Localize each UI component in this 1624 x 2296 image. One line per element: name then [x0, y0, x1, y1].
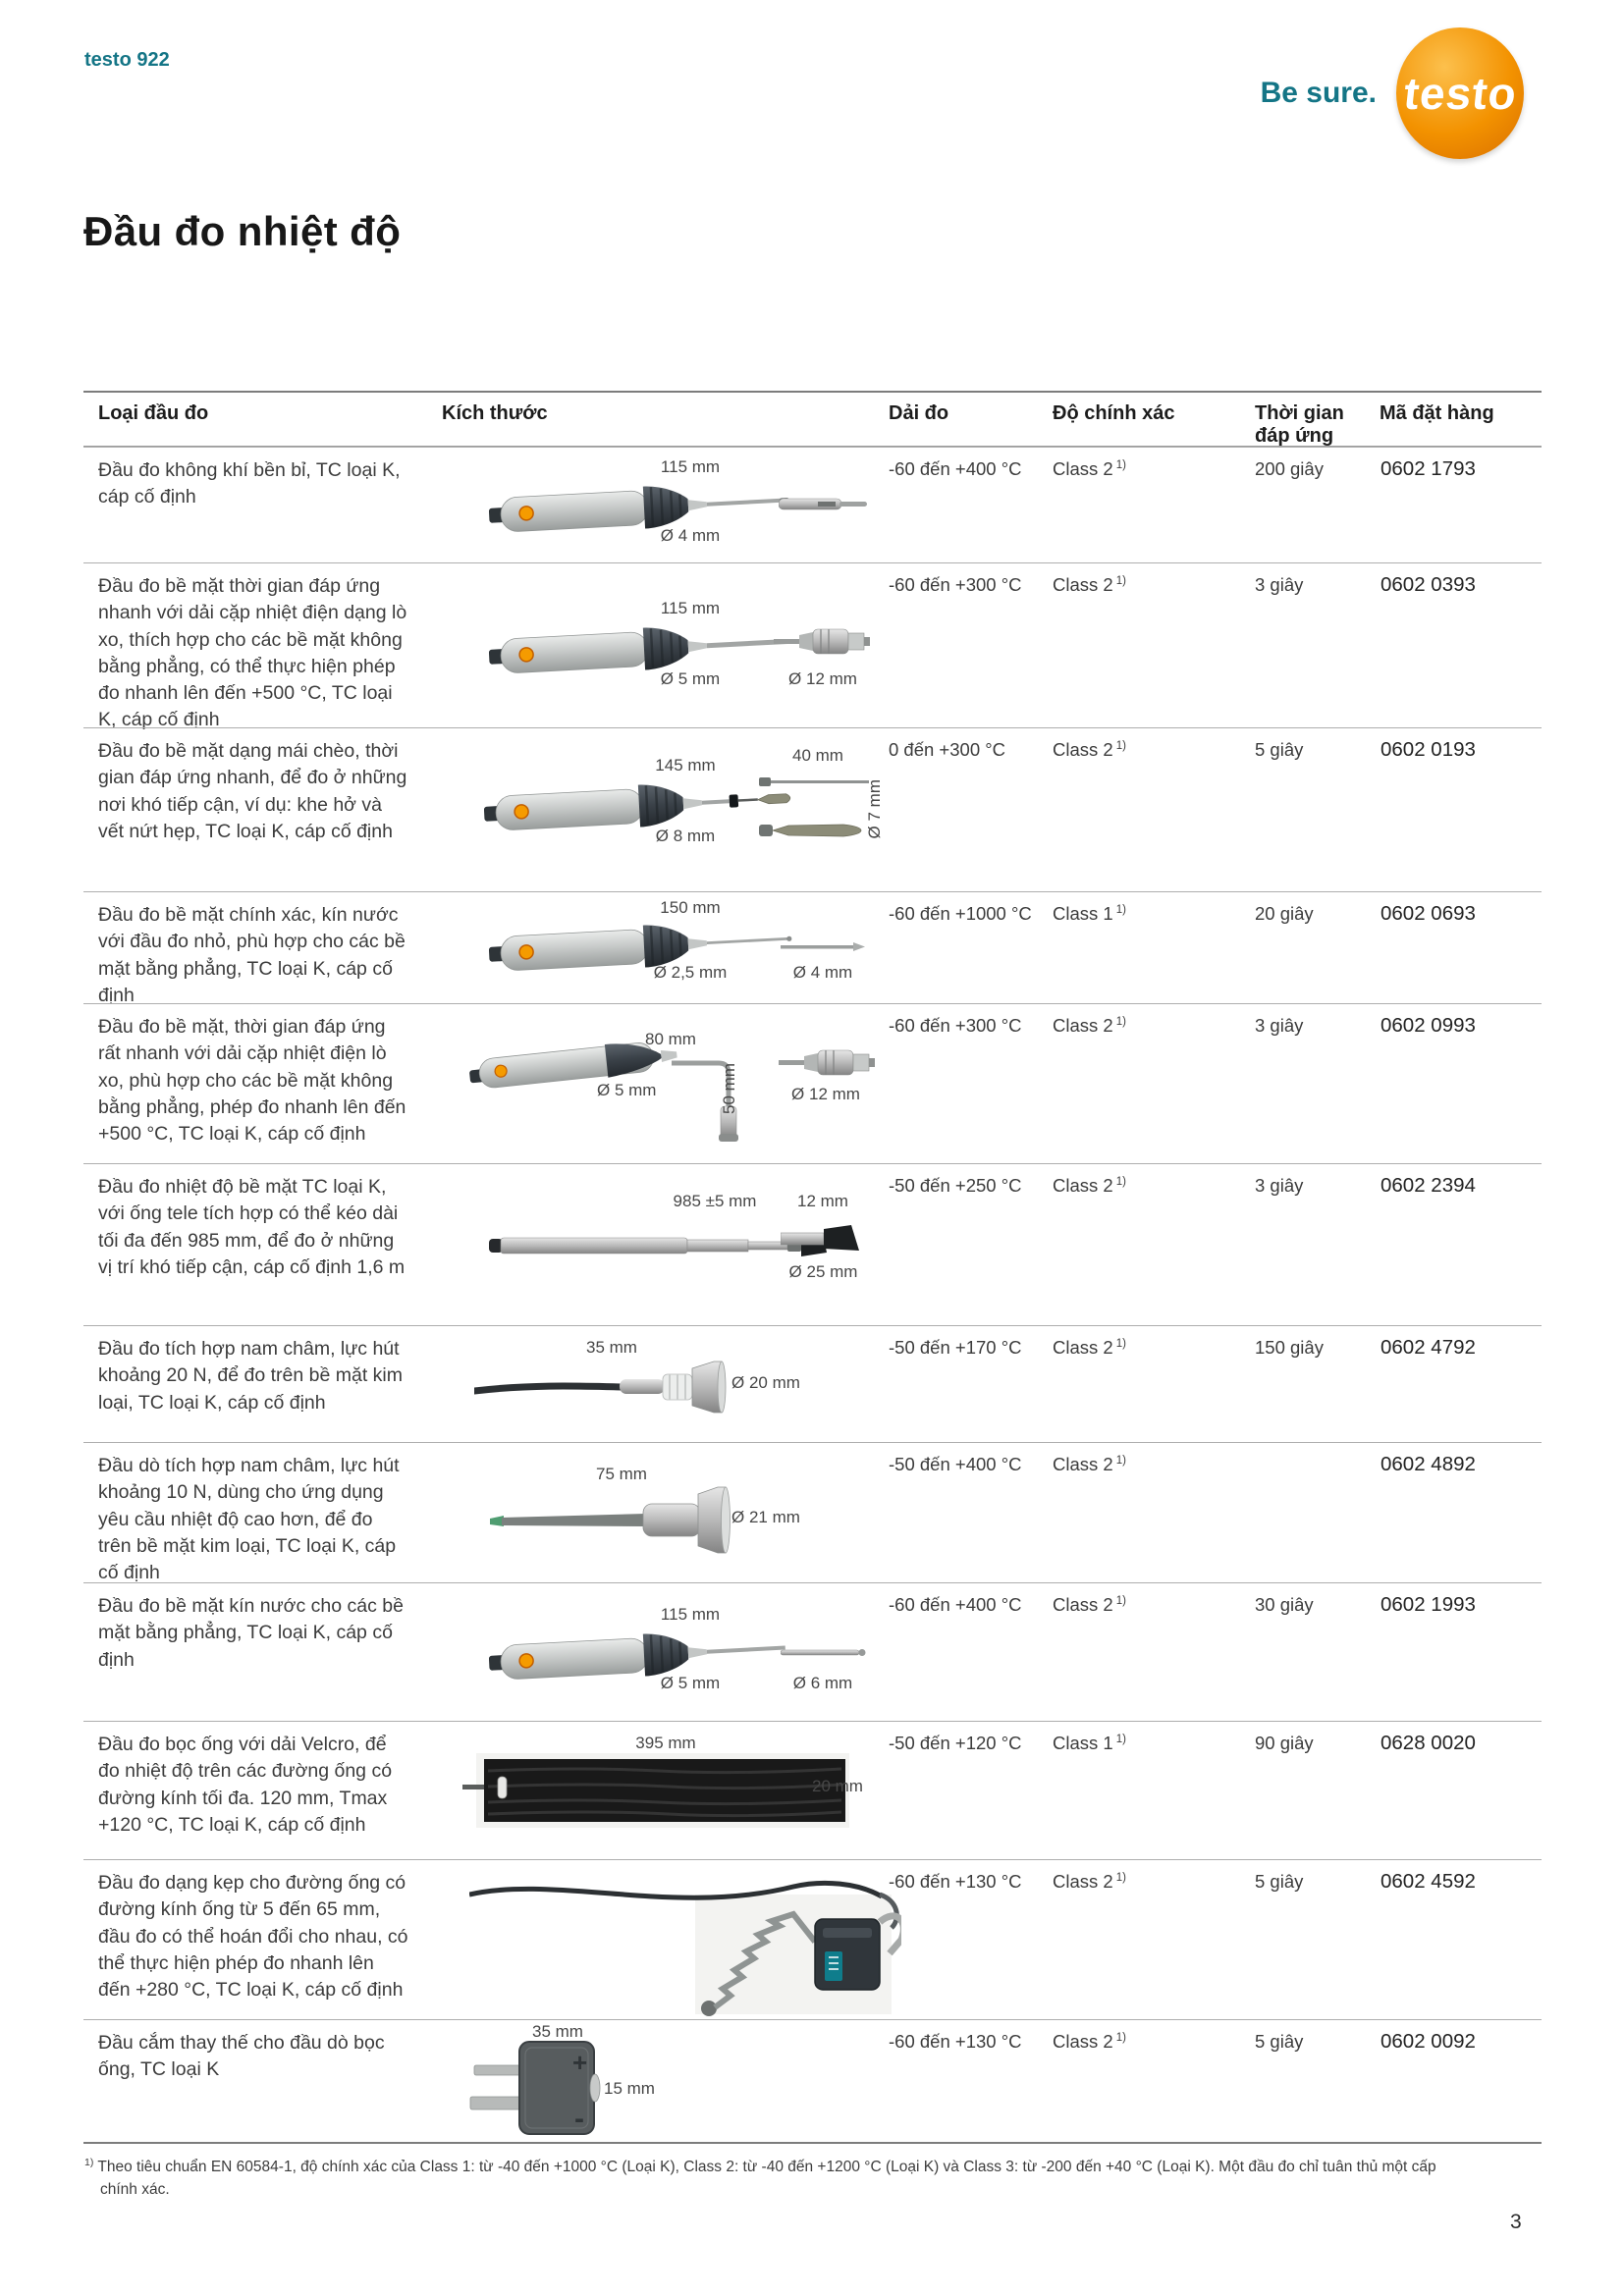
response-time: 5 giây: [1255, 739, 1304, 760]
measuring-range: -50 đến +170 °C: [889, 1337, 1022, 1358]
dim-side-length-label: 40 mm: [792, 746, 843, 765]
accuracy-value: Class 2: [1053, 1175, 1113, 1196]
probe-head-image: [781, 1223, 869, 1255]
dim-length-label: 395 mm: [635, 1734, 696, 1752]
accuracy-value: Class 2: [1053, 458, 1113, 479]
accuracy-value: Class 2: [1053, 1337, 1113, 1358]
order-code: 0602 4592: [1380, 1870, 1476, 1893]
dim-width-label: 20 mm: [812, 1777, 863, 1795]
accuracy-class: [1048, 1004, 1250, 1163]
connector-image: [774, 624, 872, 660]
connector-image: [779, 1045, 877, 1081]
accuracy-class: [1048, 1443, 1250, 1586]
probe-description: Đầu cắm thay thế cho đầu dò bọc ống, TC loại K: [98, 2032, 385, 2081]
probe-dimensions: [435, 728, 884, 891]
page-title: Đầu đo nhiệt độ: [83, 208, 402, 254]
accuracy-value: Class 1: [1053, 903, 1113, 924]
dim-length-label: 115 mm: [660, 599, 721, 617]
high-temp-magnet-probe-image: [474, 1477, 769, 1566]
order-code: 0602 0993: [1380, 1014, 1476, 1037]
response-time: 20 giây: [1255, 903, 1314, 924]
table-row: [83, 1582, 1542, 1721]
velcro-pipe-probe-image: [462, 1753, 861, 1832]
response-time: 5 giây: [1255, 1871, 1304, 1892]
table-row: [83, 1721, 1542, 1859]
order-code: 0602 0393: [1380, 573, 1476, 596]
order-code: 0628 0020: [1380, 1732, 1476, 1754]
footnote-ref: 1): [1115, 1733, 1126, 1745]
accuracy-class: [1048, 1164, 1250, 1325]
accuracy-class: [1048, 1326, 1250, 1442]
table-row: [83, 1325, 1542, 1442]
dim-length-label: 115 mm: [660, 457, 721, 476]
response-time: [1250, 1443, 1375, 1586]
footnote-ref: 1): [1115, 1175, 1126, 1188]
accuracy-class: [1048, 1722, 1250, 1859]
dim-side-diameter-label: Ø 25 mm: [788, 1262, 858, 1281]
measuring-range: -60 đến +1000 °C: [889, 903, 1032, 924]
dim-length-label: 985 ±5 mm: [673, 1192, 757, 1210]
footnote-ref: 1): [1115, 1454, 1126, 1467]
pipe-clamp-probe-image: [469, 1865, 901, 2017]
probe-description: Đầu đo nhiệt độ bề mặt TC loại K, với ống tele tích hợp có thể kéo dài tối đa đến 985 mm, để đo ở những vị trí khó tiếp cận, cáp cố định 1,6 m: [98, 1176, 406, 1278]
order-code: 0602 0092: [1380, 2030, 1476, 2053]
dim-diameter-label: Ø 5 mm: [597, 1081, 657, 1099]
measuring-range: -60 đến +400 °C: [889, 1594, 1022, 1615]
dim-side-diameter-label: Ø 12 mm: [788, 669, 857, 688]
probe-description: Đầu đo bề mặt, thời gian đáp ứng rất nhanh với dải cặp nhiệt điện lò xo, phù hợp cho các bề mặt không bằng phẳng, phép đo nhanh lên đến +500 °C, TC loại K, cáp cố định: [98, 1016, 406, 1146]
probe-dimensions: [435, 892, 884, 1009]
accuracy-class: [1048, 2020, 1250, 2142]
col-header-response-time: Thời gian đáp ứng: [1255, 402, 1344, 447]
dim-side-length-label: 12 mm: [797, 1192, 848, 1210]
table-row: [83, 562, 1542, 731]
probe-dimensions: [435, 1164, 884, 1325]
accuracy-value: Class 2: [1053, 739, 1113, 760]
dim-diameter-label: Ø 4 mm: [660, 526, 721, 545]
accuracy-value: Class 2: [1053, 1594, 1113, 1615]
dim-length-label: 75 mm: [596, 1465, 647, 1483]
measuring-range: -50 đến +400 °C: [889, 1454, 1022, 1474]
footnote-marker: 1): [84, 2157, 94, 2168]
table-row: [83, 727, 1542, 891]
accuracy-class: [1048, 1860, 1250, 2019]
probe-dimensions: [435, 448, 884, 562]
table-row: [83, 891, 1542, 1006]
dim-length-label: 150 mm: [660, 898, 721, 917]
testo-logo: [1396, 27, 1524, 159]
brand-tagline: Be sure.: [1260, 77, 1377, 109]
accuracy-value: Class 2: [1053, 1454, 1113, 1474]
accuracy-class: [1048, 728, 1250, 891]
accuracy-value: Class 2: [1053, 1871, 1113, 1892]
order-code: 0602 4792: [1380, 1336, 1476, 1359]
table-row: [83, 1859, 1542, 2019]
dim-side-diameter-label: Ø 21 mm: [731, 1508, 800, 1526]
measuring-range: -50 đến +120 °C: [889, 1733, 1022, 1753]
probe-dimensions: [435, 1860, 884, 2019]
probe-dimensions: [435, 2020, 884, 2142]
probe-description: Đầu dò tích hợp nam châm, lực hút khoảng 10 N, dùng cho ứng dụng yêu cầu nhiệt độ cao hơn, để đo trên bề mặt kim loại, TC loại K, cáp cố định: [98, 1455, 400, 1584]
dim-length-label: 80 mm: [645, 1030, 696, 1048]
order-code: 0602 2394: [1380, 1174, 1476, 1197]
svg-text:-: -: [574, 2103, 584, 2135]
dim-length-label: 35 mm: [532, 2022, 583, 2041]
dim-length-label: 115 mm: [660, 1605, 721, 1624]
accuracy-value: Class 1: [1053, 1733, 1113, 1753]
footnote-ref: 1): [1115, 1015, 1126, 1028]
probe-description: Đầu đo không khí bền bỉ, TC loại K, cáp cố định: [98, 459, 401, 508]
measuring-range: -60 đến +300 °C: [889, 574, 1022, 595]
accuracy-class: [1048, 563, 1250, 734]
probe-tip-image: [779, 495, 869, 514]
response-time: 150 giây: [1255, 1337, 1324, 1358]
accuracy-class: [1048, 1583, 1250, 1721]
needle-tip-image: [759, 777, 872, 787]
probe-dimensions: [435, 563, 884, 734]
dim-side-diameter-label: Ø 7 mm: [865, 779, 884, 839]
accuracy-class: [1048, 448, 1250, 562]
measuring-range: -60 đến +300 °C: [889, 1015, 1022, 1036]
response-time: 90 giây: [1255, 1733, 1314, 1753]
response-time: 5 giây: [1255, 2031, 1304, 2052]
measuring-range: -60 đến +400 °C: [889, 458, 1022, 479]
testo-logo-text: testo: [1400, 68, 1520, 119]
order-code: 0602 1793: [1380, 457, 1476, 480]
dim-side-diameter-label: Ø 20 mm: [731, 1373, 800, 1392]
probe-description: Đầu đo bề mặt chính xác, kín nước với đầu đo nhỏ, phù hợp cho các bề mặt bằng phẳng, TC loại K, cáp cố định: [98, 904, 406, 1006]
footnote-ref: 1): [1115, 574, 1126, 587]
response-time: 200 giây: [1255, 458, 1324, 479]
response-time: 30 giây: [1255, 1594, 1314, 1615]
footnote-ref: 1): [1115, 458, 1126, 471]
col-header-order-code: Mã đặt hàng: [1380, 402, 1494, 424]
dim-diameter-label: Ø 8 mm: [655, 827, 716, 845]
probe-dimensions: [435, 1722, 884, 1859]
footnote-text: Theo tiêu chuẩn EN 60584-1, độ chính xác của Class 1: từ -40 đến +1000 °C (Loại K), Class 2: từ -40 đến +1200 °C (Loại K) và Class 3: từ -200 đến +40 °C (Loại K). Một đầu đo chỉ tuân thủ một cấp chính xác.: [97, 2159, 1436, 2199]
probe-dimensions: [435, 1583, 884, 1721]
dim-length-label: 35 mm: [586, 1338, 637, 1357]
paddle-tip-image: [759, 823, 865, 838]
probe-description: Đầu đo bề mặt kín nước cho các bề mặt bằng phẳng, TC loại K, cáp cố định: [98, 1595, 404, 1671]
product-name: testo 922: [84, 49, 170, 71]
probe-tip-image: [781, 941, 867, 953]
dim-side-diameter-label: Ø 4 mm: [792, 963, 853, 982]
page-number: 3: [1510, 2211, 1522, 2233]
dim-diameter-label: Ø 5 mm: [660, 1674, 721, 1692]
table-row: [83, 447, 1542, 562]
measuring-range: -50 đến +250 °C: [889, 1175, 1022, 1196]
probe-description: Đầu đo tích hợp nam châm, lực hút khoảng 20 N, để đo trên bề mặt kim loại, TC loại K, cáp cố định: [98, 1338, 404, 1414]
accuracy-value: Class 2: [1053, 1015, 1113, 1036]
table-row: [83, 1442, 1542, 1582]
table-row: [83, 1003, 1542, 1163]
dim-length-label: 145 mm: [655, 756, 716, 774]
col-header-dimensions: Kích thước: [442, 402, 548, 424]
footnote-ref: 1): [1115, 2031, 1126, 2044]
col-header-accuracy: Độ chính xác: [1053, 402, 1175, 424]
col-header-type: Loại đầu đo: [98, 402, 209, 424]
response-time: 3 giây: [1255, 1015, 1304, 1036]
probe-dimensions: [435, 1326, 884, 1442]
probe-dimensions: [435, 1004, 884, 1163]
probe-description: Đầu đo bề mặt thời gian đáp ứng nhanh với dải cặp nhiệt điện dạng lò xo, thích hợp cho các bề mặt không bằng phẳng, có thể thực hiện phép đo nhanh lên đến +500 °C, TC loại K, cáp cố định: [98, 575, 407, 731]
col-header-range: Dải đo: [889, 402, 949, 424]
accuracy-footnote: [84, 2156, 1473, 2202]
probe-description: Đầu đo dạng kẹp cho đường ống có đường kính ống từ 5 đến 65 mm, đầu đo có thể hoán đổi cho nhau, có thể thực hiện phép đo nhanh lên đến +280 °C, TC loại K, cáp cố định: [98, 1872, 408, 2002]
measuring-range: -60 đến +130 °C: [889, 1871, 1022, 1892]
dim-side-diameter-label: Ø 6 mm: [792, 1674, 853, 1692]
accuracy-value: Class 2: [1053, 574, 1113, 595]
probe-description: Đầu đo bề mặt dạng mái chèo, thời gian đáp ứng nhanh, để đo ở những nơi khó tiếp cận, ví dụ: khe hở và vết nứt hẹp, TC loại K, cáp cố định: [98, 740, 407, 842]
probe-tip-image: [781, 1648, 867, 1658]
table-header-row: [83, 391, 1542, 447]
order-code: 0602 0193: [1380, 738, 1476, 761]
footnote-ref: 1): [1115, 1337, 1126, 1350]
order-code: 0602 4892: [1380, 1453, 1476, 1475]
footnote-ref: 1): [1115, 903, 1126, 916]
probe-table: [83, 391, 1542, 2144]
accuracy-value: Class 2: [1053, 2031, 1113, 2052]
order-code: 0602 1993: [1380, 1593, 1476, 1616]
dim-diameter-label: Ø 2,5 mm: [653, 963, 728, 982]
measuring-range: -60 đến +130 °C: [889, 2031, 1022, 2052]
measuring-range: 0 đến +300 °C: [889, 739, 1006, 760]
response-time: 3 giây: [1255, 1175, 1304, 1196]
probe-description: Đầu đo bọc ống với dải Velcro, để đo nhiệt độ trên các đường ống có đường kính tối đa. 120 mm, Tmax +120 °C, TC loại K, cáp cố định: [98, 1734, 393, 1836]
table-row: [83, 2019, 1542, 2142]
svg-text:+: +: [572, 2048, 588, 2077]
dim-side-length-label: 15 mm: [604, 2079, 655, 2098]
dim-drop-length-label: 50 mm: [720, 1063, 738, 1114]
footnote-ref: 1): [1115, 739, 1126, 752]
footnote-ref: 1): [1115, 1871, 1126, 1884]
probe-dimensions: [435, 1443, 884, 1586]
dim-diameter-label: Ø 5 mm: [660, 669, 721, 688]
magnet-probe-image: [474, 1348, 769, 1424]
response-time: 3 giây: [1255, 574, 1304, 595]
accuracy-class: [1048, 892, 1250, 1009]
table-row: [83, 1163, 1542, 1325]
header-right: [1261, 27, 1524, 159]
order-code: 0602 0693: [1380, 902, 1476, 925]
dim-side-diameter-label: Ø 12 mm: [791, 1085, 860, 1103]
footnote-ref: 1): [1115, 1594, 1126, 1607]
